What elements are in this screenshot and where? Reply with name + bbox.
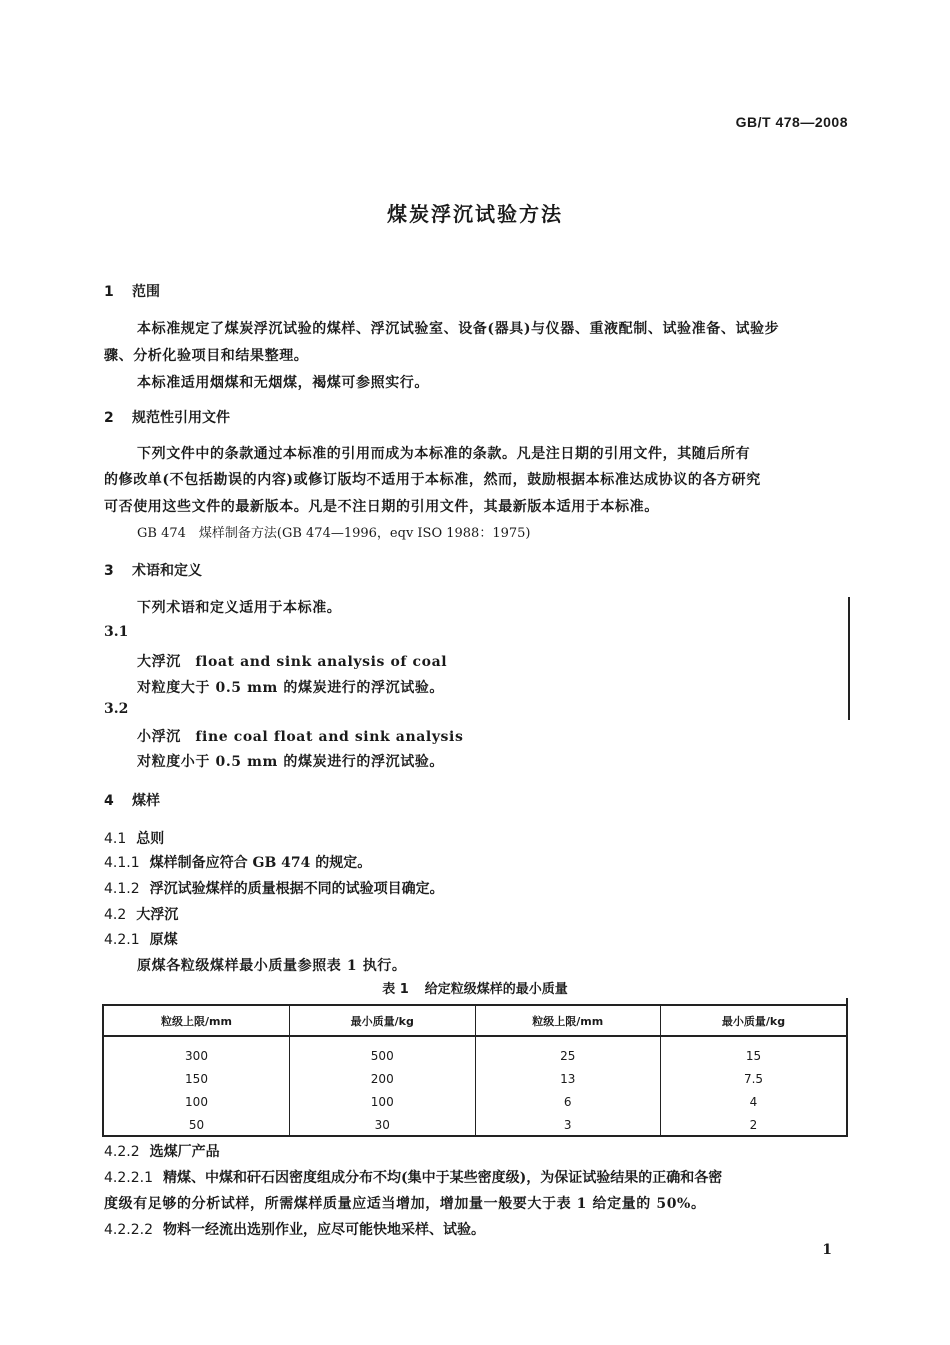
paragraph-line: 骤、分析化验项目和结果整理。 (104, 348, 309, 364)
table-cell: 100 (104, 1090, 290, 1113)
clause-number: 4.2.1 (104, 932, 140, 948)
clause-title: 原煤 (149, 932, 178, 948)
table-header-cell: 最小质量/kg (290, 1006, 476, 1036)
margin-line (848, 597, 850, 720)
table-cell: 15 (745, 1048, 762, 1063)
table-row (104, 1036, 846, 1067)
table-cell: 200 (290, 1067, 476, 1090)
table-header-cell: 粒级上限/mm (475, 1006, 661, 1036)
paragraph-line: 的修改单(不包括勘误的内容)或修订版均不适用于本标准，然而，鼓励根据本标准达成协议的各方研究 (104, 472, 761, 488)
section-title: 规范性引用文件 (132, 410, 230, 426)
table-cell: 3 (475, 1113, 661, 1136)
section-number: 3 (104, 563, 114, 579)
table-cell: 6 (475, 1090, 661, 1113)
standard-code: GB/T 478—2008 (735, 114, 848, 130)
min-mass-table (104, 1006, 846, 1136)
table-header-cell: 粒级上限/mm (104, 1006, 290, 1036)
clause-4-1-1 (104, 852, 371, 872)
clause-text: 精煤、中煤和矸石因密度组成分布不均(集中于某些密度级)，为保证试验结果的正确和各密 (162, 1170, 723, 1186)
table-cell: 500 (290, 1036, 476, 1067)
table-1 (102, 1004, 848, 1137)
clause-title: 选煤厂产品 (149, 1144, 220, 1160)
clause-text: 浮沉试验煤样的质量根据不同的试验项目确定。 (149, 881, 444, 897)
table-title: 给定粒级煤样的最小质量 (424, 982, 568, 997)
paragraph-line: 下列术语和定义适用于本标准。 (137, 600, 342, 616)
table-cell: 150 (104, 1067, 290, 1090)
section-2-heading (104, 407, 230, 427)
clause-4-2-2 (104, 1141, 220, 1161)
table-cell: 13 (475, 1067, 661, 1090)
clause-number: 4.2 (104, 907, 127, 923)
clause-4-2-1 (104, 929, 178, 949)
section-3-heading (104, 560, 202, 580)
section-title: 范围 (132, 284, 160, 300)
normative-reference: GB 474 煤样制备方法(GB 474—1996，eqv ISO 1988：1975) (137, 526, 531, 541)
section-number: 4 (104, 793, 114, 809)
term-name: 小浮沉 fine coal float and sink analysis (137, 729, 464, 745)
table-row (104, 1067, 846, 1090)
section-1-heading (104, 281, 160, 301)
clause-number: 4.1 (104, 831, 127, 847)
term-name: 大浮沉 float and sink analysis of coal (137, 654, 448, 670)
section-title: 术语和定义 (132, 563, 202, 579)
table-cell: 25 (475, 1036, 661, 1067)
clause-4-2-2-1 (104, 1167, 722, 1187)
table-cell: 7.5 (743, 1071, 764, 1086)
paragraph-line: 本标准适用烟煤和无烟煤，褐煤可参照实行。 (137, 375, 429, 391)
section-number: 2 (104, 410, 114, 426)
clause-number: 4.2.2.2 (104, 1222, 153, 1238)
table-header-row (104, 1006, 846, 1036)
clause-4-2 (104, 904, 178, 924)
paragraph-line: 下列文件中的条款通过本标准的引用而成为本标准的条款。凡是注日期的引用文件，其随后所有 (137, 446, 751, 462)
table-row (104, 1090, 846, 1113)
table-header-cell: 最小质量/kg (661, 1006, 847, 1036)
paragraph-line: 可否使用这些文件的最新版本。凡是不注日期的引用文件，其最新版本适用于本标准。 (104, 499, 659, 515)
table-row (104, 1113, 846, 1136)
table-caption (0, 978, 950, 997)
paragraph-line: 本标准规定了煤炭浮沉试验的煤样、浮沉试验室、设备(器具)与仪器、重液配制、试验准备、试验步 (137, 321, 780, 337)
table-cell: 30 (290, 1113, 476, 1136)
clause-title: 总则 (136, 831, 165, 847)
clause-number: 4.1.1 (104, 855, 140, 871)
page-title: 煤炭浮沉试验方法 (387, 202, 563, 226)
clause-4-2-2-2 (104, 1219, 485, 1239)
paragraph-line: 度级有足够的分析试样，所需煤样质量应适当增加，增加量一般要大于表 1 给定量的 50%。 (104, 1196, 706, 1212)
table-cell: 300 (104, 1036, 290, 1067)
table-number: 表 1 (382, 982, 409, 997)
term-definition: 对粒度大于 0.5 mm 的煤炭进行的浮沉试验。 (137, 680, 445, 696)
term-number: 3.2 (104, 701, 129, 717)
table-cell: 2 (749, 1117, 758, 1132)
paragraph-line: 原煤各粒级煤样最小质量参照表 1 执行。 (137, 958, 407, 974)
clause-4-1 (104, 828, 164, 848)
clause-text: 物料一经流出选别作业，应尽可能快地采样、试验。 (162, 1222, 485, 1238)
section-4-heading (104, 790, 160, 810)
page-number: 1 (822, 1242, 832, 1258)
clause-text: 煤样制备应符合 GB 474 的规定。 (149, 855, 372, 871)
table-cell: 100 (290, 1090, 476, 1113)
table-cell: 4 (749, 1094, 758, 1109)
clause-4-1-2 (104, 878, 444, 898)
clause-number: 4.2.2 (104, 1144, 140, 1160)
section-title: 煤样 (132, 793, 160, 809)
table-cell: 50 (104, 1113, 290, 1136)
section-number: 1 (104, 284, 114, 300)
term-definition: 对粒度小于 0.5 mm 的煤炭进行的浮沉试验。 (137, 754, 445, 770)
clause-title: 大浮沉 (136, 907, 179, 923)
clause-number: 4.1.2 (104, 881, 140, 897)
term-number: 3.1 (104, 624, 129, 640)
clause-number: 4.2.2.1 (104, 1170, 153, 1186)
